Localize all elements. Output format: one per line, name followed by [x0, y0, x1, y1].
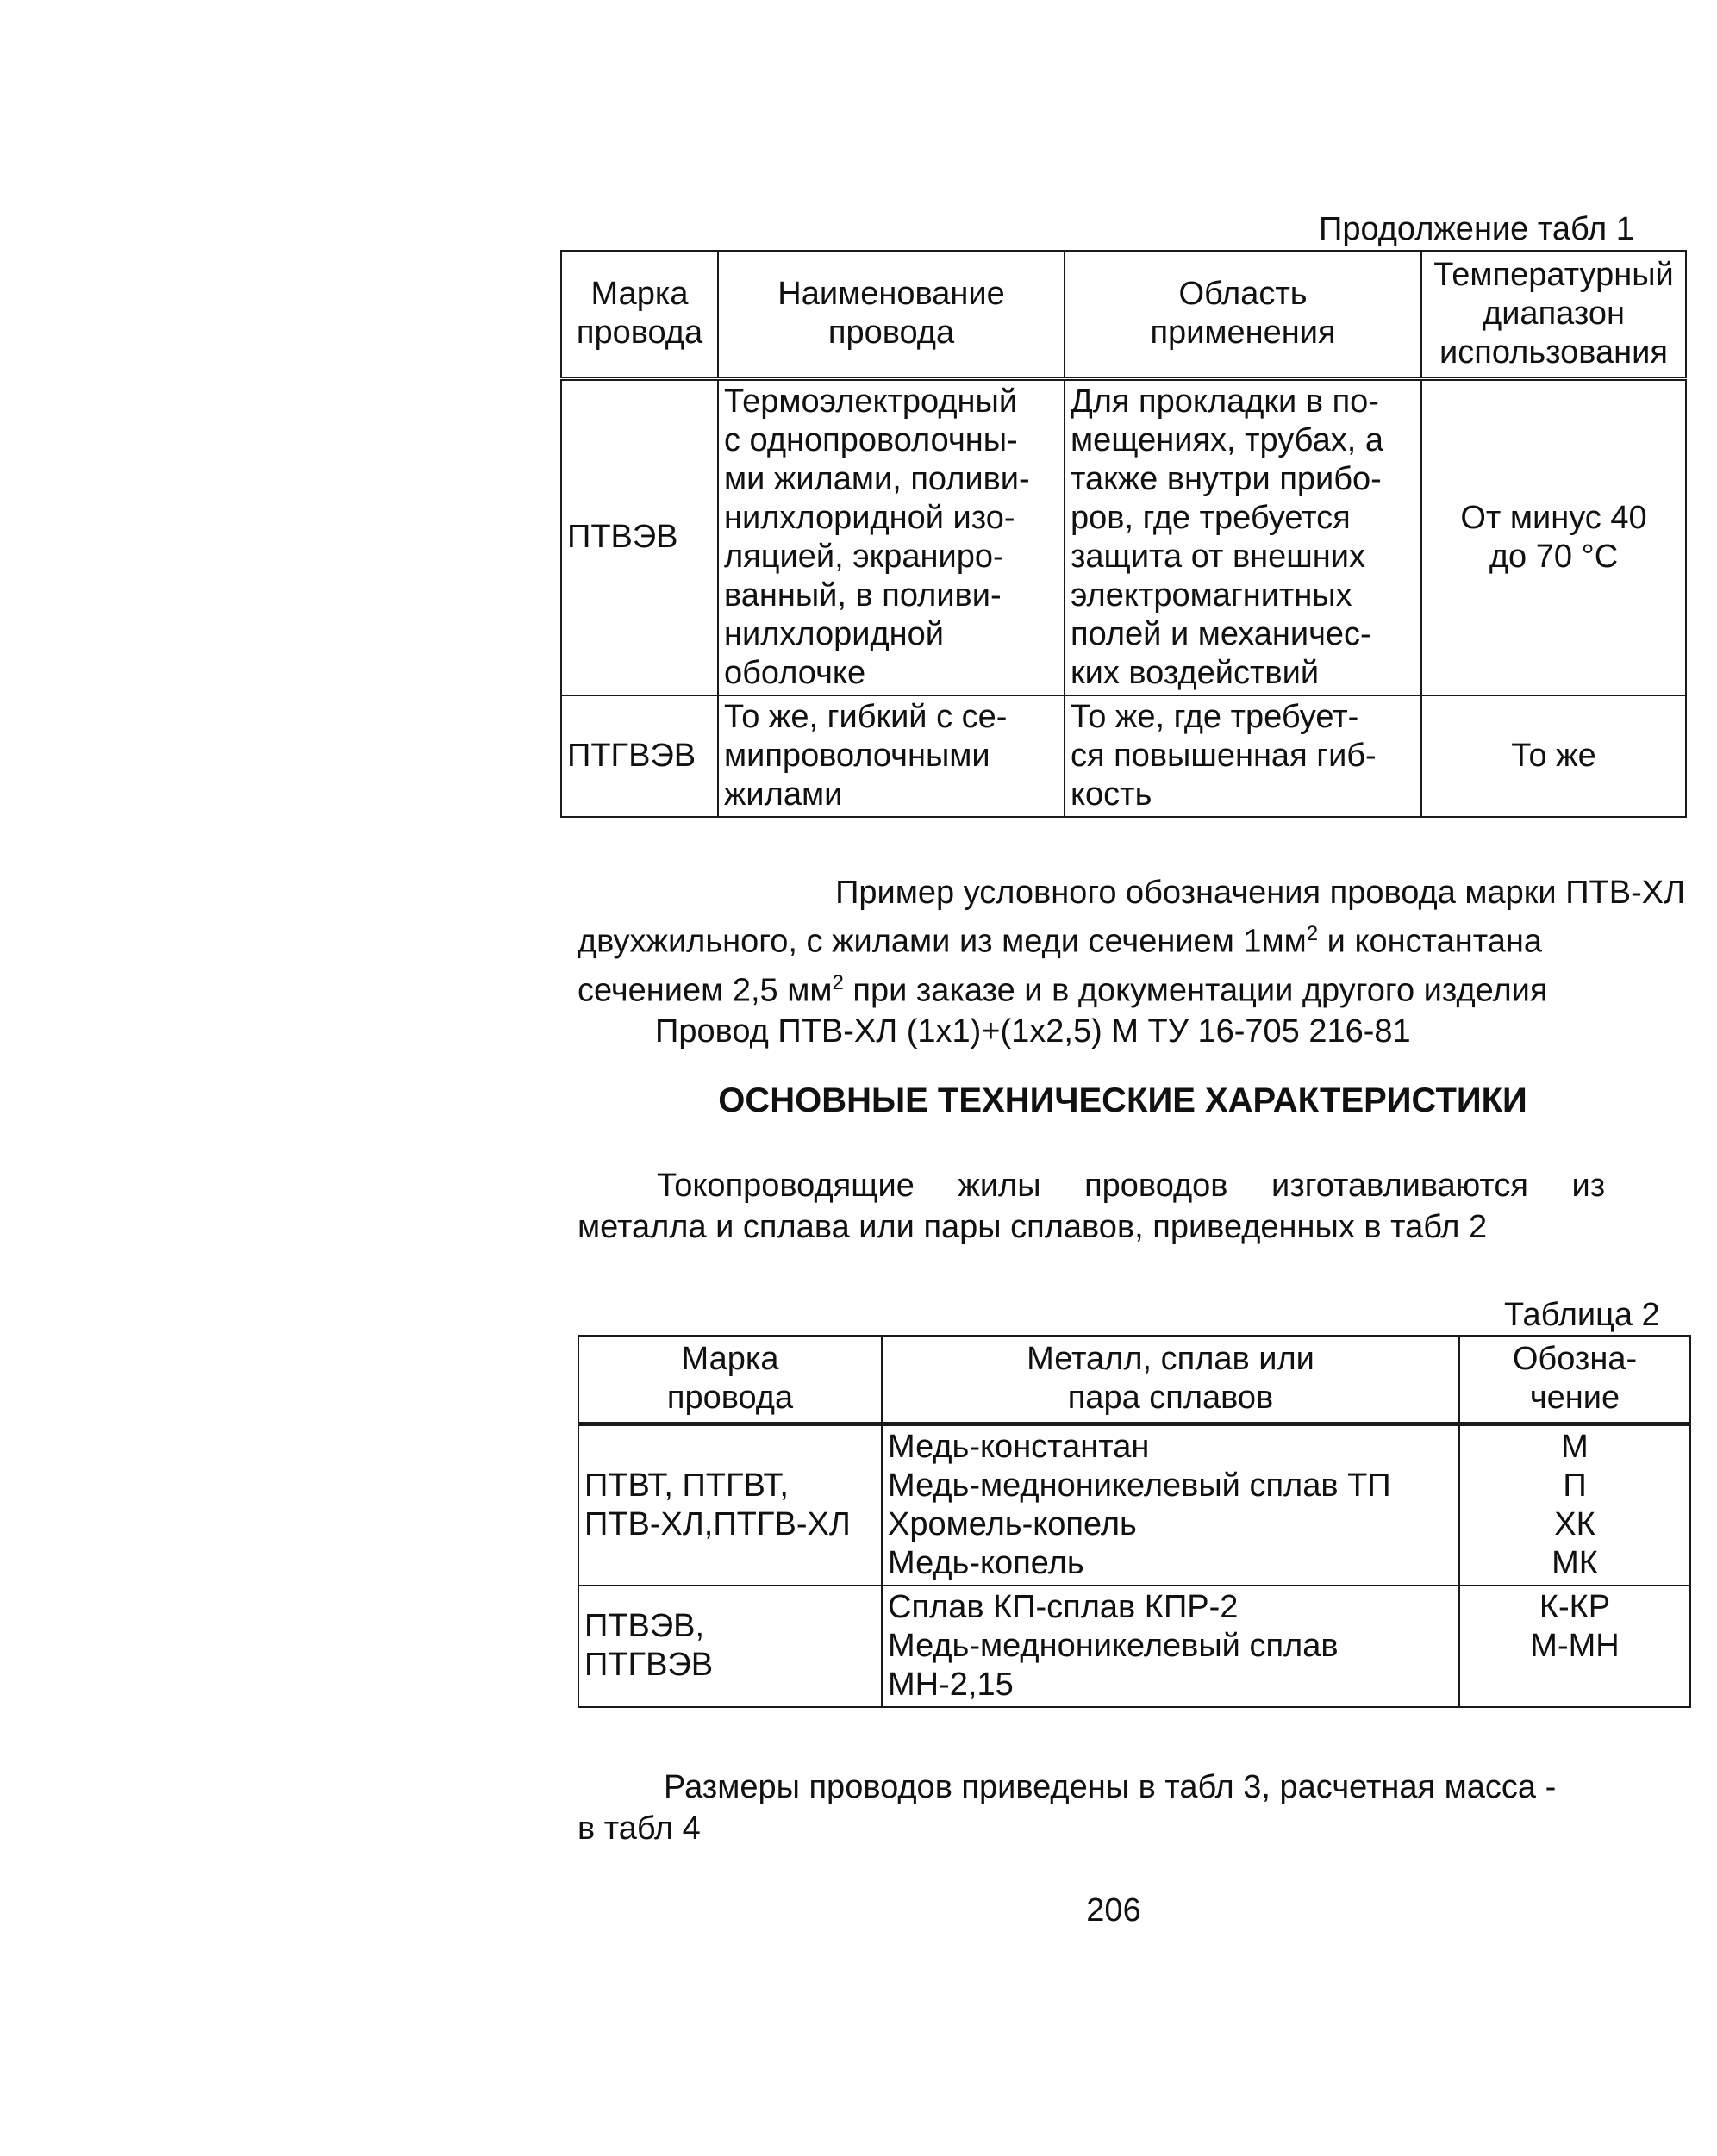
table1-header-area: Область применения: [1065, 251, 1421, 378]
table-row: [561, 695, 1686, 817]
table-row: [561, 378, 1686, 695]
paragraph-line: металла и сплава или пары сплавов, приведенных в табл 2: [578, 1209, 1488, 1245]
table1-cell-name: Термоэлектродный с однопроволочны- ми жилами, поливи- нилхлоридной изо- ляцией, экраниро- ванный, в поливи- нилхлоридной оболочке: [718, 378, 1065, 695]
table2-cell-codes: М П ХК МК: [1459, 1424, 1690, 1586]
table1-cell-mark: ПТГВЭВ: [561, 695, 718, 817]
table2-caption: Таблица 2: [1504, 1297, 1660, 1333]
table1-cell-area: То же, где требует- ся повышенная гиб- кость: [1065, 695, 1421, 817]
table-row: [578, 1586, 1690, 1707]
table2-header-alloy: Металл, сплав или пара сплавов: [882, 1336, 1459, 1424]
table1-caption: Продолжение табл 1: [1319, 211, 1634, 247]
table2-header-mark: Марка провода: [578, 1336, 882, 1424]
table1-cell-temp: То же: [1421, 695, 1686, 817]
example-paragraph: [578, 872, 1685, 1052]
table2-header-code: Обозна- чение: [1459, 1336, 1690, 1424]
example-line: сечением 2,5 $мм^2$ при заказе и в документации другого изделия: [578, 970, 1548, 1009]
conductors-paragraph: [578, 1165, 1668, 1248]
paragraph-line: Токопроводящие жилы проводов изготавливаются из: [657, 1168, 1606, 1204]
table1-header-temp: Температурный диапазон использования: [1421, 251, 1686, 378]
table2: [578, 1335, 1691, 1708]
example-line: Пример условного обозначения провода марки ПТВ-ХЛ: [835, 875, 1685, 911]
paragraph-line: Размеры проводов приведены в табл 3, расчетная масса -: [664, 1769, 1557, 1805]
table1: [560, 250, 1687, 818]
table2-cell-alloys: Сплав КП-сплав КПР-2 Медь-медноникелевый сплав МН-2,15: [882, 1586, 1459, 1707]
table2-cell-mark: ПТВЭВ, ПТГВЭВ: [578, 1586, 882, 1707]
section-heading: ОСНОВНЫЕ ТЕХНИЧЕСКИЕ ХАРАКТЕРИСТИКИ: [718, 1081, 1527, 1119]
table1-cell-area: Для прокладки в по- мещениях, трубах, а также внутри прибо- ров, где требуется защита от внешних электромагнитных полей и механичес- ких воздействий: [1065, 378, 1421, 695]
table2-cell-codes: К-КР М-МН: [1459, 1586, 1690, 1707]
table2-cell-mark: ПТВТ, ПТГВТ, ПТВ-ХЛ,ПТГВ-ХЛ: [578, 1424, 882, 1586]
table-row: [578, 1424, 1690, 1586]
example-line: двухжильного, с жилами из меди сечением $1мм^2$ и константана: [578, 922, 1542, 960]
example-designation: Провод ПТВ-ХЛ (1х1)+(1х2,5) М ТУ 16-705 216-81: [655, 1013, 1411, 1050]
page-number: 206: [1086, 1892, 1141, 1929]
sizes-paragraph: [578, 1767, 1672, 1849]
table1-header-mark: Марка провода: [561, 251, 718, 378]
paragraph-line: в табл 4: [578, 1810, 701, 1847]
table1-cell-temp: От минус 40 до 70 °С: [1421, 378, 1686, 695]
table2-cell-alloys: Медь-константан Медь-медноникелевый сплав ТП Хромель-копель Медь-копель: [882, 1424, 1459, 1586]
table1-cell-name: То же, гибкий с се- мипроволочными жилами: [718, 695, 1065, 817]
table1-cell-mark: ПТВЭВ: [561, 378, 718, 695]
table1-header-name: Наименование провода: [718, 251, 1065, 378]
